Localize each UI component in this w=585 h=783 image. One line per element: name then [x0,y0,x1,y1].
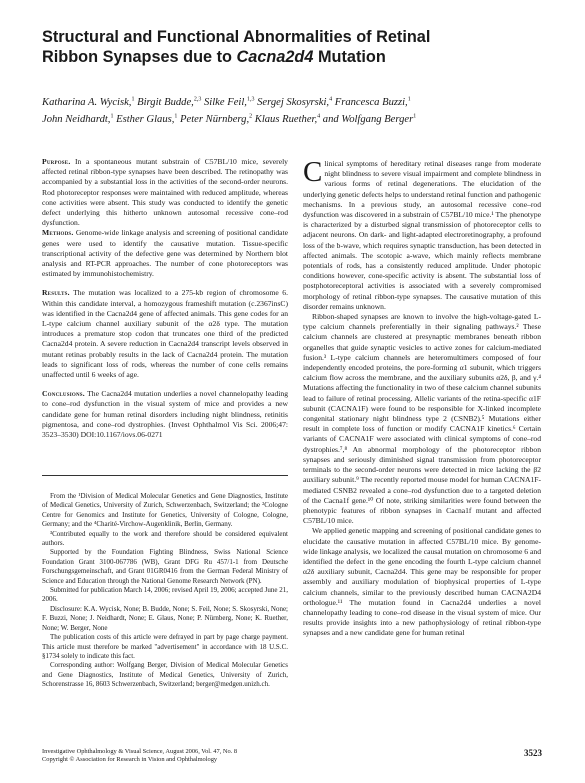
body-paragraph: Ribbon-shaped synapses are known to involve the high-voltage-gated L-type calcium channels preferentially in their signaling pathways.² These calcium channels are clustered at presynaptic membranes beneath ribbon organelles that guide synaptic vesicles to active zones for calcium-mediated fusion.³ L-type calcium channels are heteromultimers composed of four independently encoded proteins, the pore-forming α1 subunit, which triggers calcium flow across the membrane, and the auxiliary subunits α2δ, β, and γ.⁴ Mutations affecting the functionality in two of these calcium channel subunits lead to failure of retinal processing. Allelic variants of the retina-specific α1F subunit (CACNA1F) were found to be responsible for X-linked incomplete congenital stationary night blindness type 2 (CSNB2).⁵ Mutations either result in complete loss of function or modify CACNA1F kinetics.⁶ Certain variants of CACNA1F were associated with clinical symptoms of cone–rod dystrophies.⁷,⁸ An abnormal morphology of the photoreceptor ribbon synapses and seriously diminished signal transmission from photoreceptor terminals to the second-order neurons were detected in mice lacking the β2 auxiliary subunit.⁹ The recently reported mouse model for human CACNA1F-mediated CSNB2 revealed a cone–rod dysfunction due to a targeted deletion of the Cacna1f gene.¹⁰ Of note, striking similarities were found between the phenotypic features of ribbon synapses in Cacna1f mutant and affected C57BL/10 mice. [303,312,541,526]
author: Francesca Buzzi,$^1$ [334,96,411,108]
copyright-notice: Copyright © Association for Research in Vision and Ophthalmology [42,756,218,764]
title-gene-name: Cacna2d4 [236,48,314,66]
footnote-equal-contribution: ³Contributed equally to the work and therefore should be considered equivalent authors. [42,529,288,548]
footnotes [42,492,288,690]
footnote-affiliations: From the ¹Division of Medical Molecular Genetics and Gene Diagnostics, Institute of Medical Genetics, University of Zurich, Schwerzenbach, Switzerland; the ²Cologne Centre for Genomics and Institute for Genetics, University of Cologne, Cologne, Germany; and the ⁴Charité-Virchow-Augenklinik, Berlin, Germany. [42,492,288,529]
author: Silke Feil,$^{1,3}$ [203,96,255,108]
section-heading: Conclusions. [42,389,85,399]
journal-citation: Investigative Ophthalmology & Visual Science, August 2006, Vol. 47, No. 8 [42,748,238,755]
article-body [303,156,541,639]
footnote-publication-costs: The publication costs of this article were defrayed in part by page charge payment. This article must therefore be marked "advertisement" in accordance with 18 U.S.C. §1734 solely to indicate this fact. [42,633,288,660]
title-line-2: Ribbon Synapses due to Cacna2d4 Mutation [42,48,386,66]
footnote-funding: Supported by the Foundation Fighting Blindness, Swiss National Science Foundation Grant 3100-067786 (WB), Grant DFG Ru 457/1-1 from Deutsche Forschungsgemeinschaft, and Grant 01GR0416 from the German Federal Ministry of Science and Education through the National Genome Research Network (PN). [42,548,288,585]
footnote-dates: Submitted for publication March 14, 2006; revised April 19, 2006; accepted June 21, 2006. [42,586,288,604]
author: Esther Glaus,$^1$ [116,113,178,126]
author: Klaus Ruether,$^4$ [254,113,321,126]
article-title [42,27,542,67]
section-heading: Purpose. [42,157,71,166]
section-heading: Results. [42,288,70,298]
author: Birgit Budde,$^{2,3}$ [137,96,202,108]
page-number: 3523 [524,748,542,758]
footnote-disclosure: Disclosure: K.A. Wycisk, None; B. Budde, None; S. Feil, None; S. Skosyrski, None; F. Buzzi, None; J. Neidhardt, None; E. Glaus, None; P. Nürnberg, None; K. Ruether, None; W. Berger, None [42,604,288,632]
journal-footer [42,748,372,765]
author: Peter Nürnberg,$^2$ [180,113,253,126]
abstract-results: Results. The mutation was localized to a 275-kb region of chromosome 6. Within this candidate interval, a homozygous frameshift mutation (c.2367insC) was identified in the Cacna2d4 gene of affected animals. This gene codes for an L-type calcium channel auxiliary subunit of the α2δ type. The mutation introduces a premature stop codon that truncates one third of the predicted Cacna2d4 protein. A severe reduction in Cacna2d4 transcript levels observed in mutant retinas probably results in the lack of Cacna2d4 protein. The mutation leads to significant loss of rods, whereas the number of cone cells remains unaffected until 6 weeks of age. [42,288,288,380]
author-list [42,92,562,128]
author: John Neidhardt,$^1$ [42,113,114,126]
author: and Wolfgang Berger$^1$ [322,113,417,126]
drop-cap: C [303,156,323,188]
body-paragraph: Clinical symptoms of hereditary retinal diseases range from moderate night blindness to severe visual impairment and complete blindness in various forms of retinal degenerations. The elucidation of the underlying genetic defects helps to understand retinal function and pathogenic mechanisms. In a previous study, an autosomal recessive cone–rod dysfunction was discovered in a substrain of C57BL/10 mice.¹ The phenotype is characterized by a disturbed signal transmission of photoreceptor cells to adjacent neurons. On dark- and light-adapted electroretinography, a profound loss of the b-wave, which requires synaptic transduction, has been detected in affected animals. The scotopic a-wave, which mainly reflects membrane potentials of rods, has a consistently reduced amplitude. Under photopic conditions however, cone-specific activity is absent. The substantial loss of postphotoreceptoral activities is associated with a severely compromised morphology of retinal ribbon-type synapses. The causative mutation of this disorder remains unknown. [303,156,541,311]
body-paragraph: We applied genetic mapping and screening of positional candidate genes to elucidate the causative mutation in affected C57BL/10 mice. By genome-wide linkage analysis, we localized the causal mutation on chromosome 6 and identified the defect in the gene encoding the fourth L-type calcium channel α2δ auxiliary subunit, Cacna2d4. This gene may be responsible for proper assembly and auxiliary modulation of biophysical properties of L-type calcium channels, similar to the previously described human CACNA2D4 orthologue.¹¹ The mutation found in Cacna2d4 underlies a novel channelopathy leading to cone–rod disease in the visual system of mice. Our results provide insights into a new pathophysiology of retinal ribbon-type synapses and a new candidate gene for human retinal [303,526,541,638]
section-heading: Methods. [42,228,74,238]
footnote-divider [42,475,288,476]
abstract-methods: Methods. Genome-wide linkage analysis and screening of positional candidate genes were used to identify the causative mutation. Tissue-specific transcriptional activity of the defective gene was determined by Northern blot analysis and RT-PCR approaches. The number of cone photoreceptors was estimated by immunohistochemistry. [42,228,288,279]
abstract-purpose: Purpose. In a spontaneous mutant substrain of C57BL/10 mice, severely affected retinal ribbon-type synapses have been described. The retinopathy was accompanied by a substantial loss in the activities of the second-order neurons. Rod photoreceptor responses were maintained with reduced amplitude, whereas cone activities were absent. This study was conducted to identify the genetic defect underlying this hitherto unknown autosomal recessive cone–rod dysfunction. [42,157,288,228]
title-line-1: Structural and Functional Abnormalities of Retinal [42,28,431,46]
abstract-conclusions: Conclusions. The Cacna2d4 mutation underlies a novel channelopathy leading to cone–rod dysfunction in the visual system of mice and provides a new candidate gene for human retinal disorders including night blindness, retinitis pigmentosa, and cone–rod dystrophies. (Invest Ophthalmol Vis Sci. 2006;47: 3523–3530) DOI:10.1167/iovs.06-0271 [42,389,288,440]
abstract [42,157,288,440]
author: Sergej Skosyrski,$^4$ [257,96,333,108]
footnote-corresponding-author: Corresponding author: Wolfgang Berger, Division of Medical Molecular Genetics and Gene Diagnostics, Institute of Medical Genetics, University of Zurich, Schorenstrasse 16, 8603 Schwerzenbach, Switzerland; berger@medgen.unizh.ch. [42,661,288,689]
author: Katharina A. Wycisk,$^1$ [42,96,135,108]
